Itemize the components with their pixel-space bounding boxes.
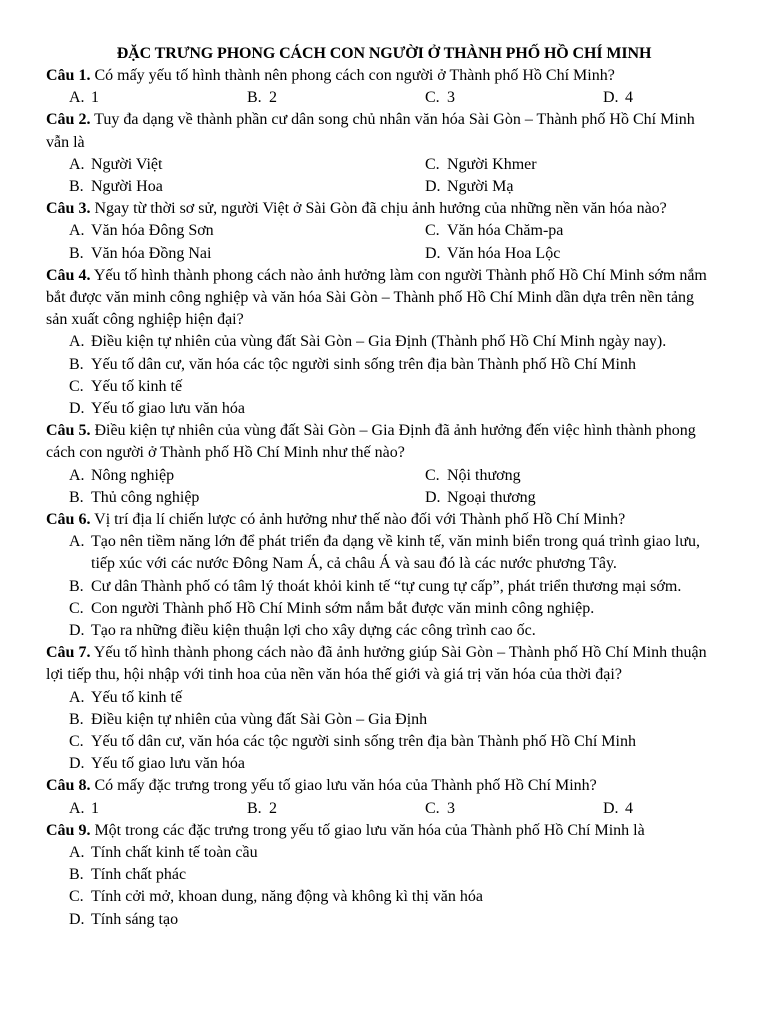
answer-option [69, 798, 99, 820]
answer-option [0, 376, 768, 398]
option-text: Nội thương [447, 466, 521, 484]
option-letter: A. [69, 222, 85, 240]
option-letter: D. [69, 621, 85, 639]
option-text: Nông nghiệp [91, 466, 175, 484]
question-block [0, 65, 768, 109]
options-row [0, 487, 768, 509]
answer-option [425, 487, 536, 509]
answer-option [425, 798, 455, 820]
option-letter: C. [69, 377, 84, 395]
option-letter: A. [69, 533, 85, 551]
option-letter: B. [247, 89, 262, 107]
question-number: Câu 8. [46, 777, 91, 795]
question-text: Một trong các đặc trưng trong yếu tố giao lưu văn hóa của Thành phố Hồ Chí Minh là [94, 821, 645, 839]
question-text: Yếu tố hình thành phong cách nào đã ảnh hưởng giúp Sài Gòn – Thành phố Hồ Chí Minh thuận lợi tiếp thu, hội nhập với tinh hoa của nền văn hóa thế giới và giá trị văn hóa của thời đại? [46, 644, 707, 684]
answer-option [69, 465, 174, 487]
option-text: Người Khmer [447, 155, 537, 173]
option-text: Yếu tố kinh tế [91, 688, 183, 706]
question-number: Câu 9. [46, 821, 91, 839]
option-letter: A. [69, 333, 85, 351]
answer-option [0, 531, 768, 575]
option-letter: C. [425, 799, 440, 817]
question-text: Yếu tố hình thành phong cách nào ảnh hưởng làm con người Thành phố Hồ Chí Minh sớm nắm bắt được văn minh công nghiệp và văn hóa Sài Gòn – Thành phố Hồ Chí Minh dần dựa trên nền tảng sản xuất công nghiệp hiện đại? [46, 266, 707, 329]
answer-option [69, 487, 199, 509]
question-text: Có mấy yếu tố hình thành nên phong cách con người ở Thành phố Hồ Chí Minh? [94, 67, 615, 84]
option-text: Thủ công nghiệp [91, 488, 200, 506]
option-text: Tính chất phác [91, 866, 187, 884]
question-number: Câu 4. [46, 266, 91, 284]
question-stem [0, 642, 768, 686]
option-letter: D. [69, 399, 85, 417]
option-text: 3 [447, 89, 455, 107]
option-letter: D. [69, 910, 85, 928]
option-text: Yếu tố dân cư, văn hóa các tộc người sinh sống trên địa bàn Thành phố Hồ Chí Minh [91, 732, 636, 750]
option-text: 2 [269, 89, 277, 107]
question-number: Câu 3. [46, 200, 91, 218]
option-letter: A. [69, 466, 85, 484]
answer-option [425, 154, 537, 176]
option-letter: A. [69, 688, 85, 706]
option-text: Văn hóa Hoa Lộc [447, 244, 561, 262]
answer-option [247, 798, 277, 820]
question-block [0, 198, 768, 265]
option-letter: C. [425, 155, 440, 173]
option-text: 4 [625, 799, 633, 817]
option-text: Điều kiện tự nhiên của vùng đất Sài Gòn – Gia Định [91, 710, 428, 728]
answer-option [247, 87, 277, 109]
option-letter: B. [69, 866, 84, 884]
option-text: Điều kiện tự nhiên của vùng đất Sài Gòn – Gia Định (Thành phố Hồ Chí Minh ngày nay). [91, 333, 667, 351]
option-letter: C. [69, 888, 84, 906]
answer-option [0, 731, 768, 753]
question-block [0, 642, 768, 775]
option-letter: D. [69, 755, 85, 773]
answer-option [425, 220, 563, 242]
answer-option [69, 220, 214, 242]
question-block [0, 265, 768, 420]
option-letter: B. [69, 710, 84, 728]
question-text: Có mấy đặc trưng trong yếu tố giao lưu văn hóa của Thành phố Hồ Chí Minh? [94, 777, 597, 795]
question-stem [0, 820, 768, 842]
option-text: 1 [91, 799, 99, 817]
document-title: ĐẶC TRƯNG PHONG CÁCH CON NGƯỜI Ở THÀNH PHỐ HỒ CHÍ MINH [116, 45, 652, 62]
answer-option [0, 842, 768, 864]
question-block [0, 109, 768, 198]
question-stem [0, 198, 768, 220]
answer-option [69, 176, 163, 198]
options-row [0, 176, 768, 198]
question-block [0, 775, 768, 819]
option-text: Yếu tố kinh tế [91, 377, 183, 395]
option-letter: D. [425, 488, 441, 506]
question-text: Ngay từ thời sơ sử, người Việt ở Sài Gòn đã chịu ảnh hưởng của những nền văn hóa nào? [94, 200, 667, 218]
option-letter: C. [425, 222, 440, 240]
option-letter: B. [69, 355, 84, 373]
option-text: Tính cởi mở, khoan dung, năng động và không kì thị văn hóa [91, 888, 483, 906]
option-text: 1 [91, 89, 99, 107]
question-number: Câu 2. [46, 111, 91, 129]
question-block [0, 509, 768, 642]
option-text: Con người Thành phố Hồ Chí Minh sớm nắm bắt được văn minh công nghiệp. [91, 599, 595, 617]
option-text: Văn hóa Đông Sơn [91, 222, 214, 240]
option-text: Người Việt [91, 155, 163, 173]
answer-option [425, 176, 513, 198]
option-text: Tạo nên tiềm năng lớn để phát triển đa dạng về kinh tế, văn minh biển trong quá trình giao lưu, tiếp xúc với các nước Đông Nam Á, cả châu Á và sau đó là các nước phương Tây. [91, 533, 700, 573]
question-number: Câu 7. [46, 644, 91, 662]
option-letter: D. [425, 177, 441, 195]
question-number: Câu 5. [46, 422, 91, 440]
question-number: Câu 6. [46, 510, 91, 528]
answer-option [0, 687, 768, 709]
answer-option [0, 620, 768, 642]
question-list [0, 65, 768, 931]
option-letter: A. [69, 89, 85, 107]
question-stem [0, 509, 768, 531]
answer-option [69, 243, 211, 265]
options-row [0, 87, 768, 109]
option-letter: D. [603, 799, 619, 817]
option-text: Người Mạ [447, 177, 514, 195]
answer-option [603, 798, 633, 820]
option-letter: B. [69, 577, 84, 595]
option-text: Tạo ra những điều kiện thuận lợi cho xây dựng các công trình cao ốc. [91, 621, 536, 639]
option-letter: C. [425, 89, 440, 107]
question-number: Câu 1. [46, 67, 91, 84]
option-text: Yếu tố giao lưu văn hóa [91, 755, 245, 773]
answer-option [425, 465, 521, 487]
option-text: Yếu tố dân cư, văn hóa các tộc người sinh sống trên địa bàn Thành phố Hồ Chí Minh [91, 355, 636, 373]
question-stem [0, 65, 768, 87]
answer-option [0, 864, 768, 886]
option-text: Người Hoa [91, 177, 163, 195]
answer-option [0, 886, 768, 908]
answer-option [69, 87, 99, 109]
answer-option [69, 154, 162, 176]
answer-option [0, 331, 768, 353]
option-letter: A. [69, 155, 85, 173]
option-letter: B. [69, 488, 84, 506]
question-text: Điều kiện tự nhiên của vùng đất Sài Gòn – Gia Định đã ảnh hưởng đến việc hình thành phong cách con người ở Thành phố Hồ Chí Minh như thế nào? [46, 422, 696, 462]
answer-option [425, 87, 455, 109]
option-letter: B. [69, 244, 84, 262]
question-stem [0, 775, 768, 797]
option-text: Văn hóa Chăm-pa [447, 222, 564, 240]
option-letter: D. [425, 244, 441, 262]
option-letter: B. [247, 799, 262, 817]
answer-option [0, 753, 768, 775]
options-row [0, 798, 768, 820]
option-letter: C. [425, 466, 440, 484]
answer-option [0, 576, 768, 598]
answer-option [0, 709, 768, 731]
option-letter: D. [603, 89, 619, 107]
option-letter: A. [69, 843, 85, 861]
answer-option [0, 598, 768, 620]
answer-option [0, 909, 768, 931]
question-stem [0, 420, 768, 464]
option-text: Cư dân Thành phố có tâm lý thoát khỏi kinh tế “tự cung tự cấp”, phát triển thương mại sớm. [91, 577, 682, 595]
option-text: Văn hóa Đồng Nai [91, 244, 212, 262]
options-row [0, 465, 768, 487]
question-stem [0, 265, 768, 332]
option-text: Tính chất kinh tế toàn cầu [91, 843, 258, 861]
option-letter: C. [69, 599, 84, 617]
options-row [0, 243, 768, 265]
option-letter: C. [69, 732, 84, 750]
question-text: Tuy đa dạng về thành phần cư dân song chủ nhân văn hóa Sài Gòn – Thành phố Hồ Chí Minh vẫn là [46, 111, 695, 151]
question-block [0, 820, 768, 931]
answer-option [425, 243, 560, 265]
question-stem [0, 109, 768, 153]
answer-option [0, 354, 768, 376]
option-letter: B. [69, 177, 84, 195]
option-text: Tính sáng tạo [91, 910, 179, 928]
answer-option [603, 87, 633, 109]
option-letter: A. [69, 799, 85, 817]
option-text: 3 [447, 799, 455, 817]
option-text: Yếu tố giao lưu văn hóa [91, 399, 245, 417]
question-text: Vị trí địa lí chiến lược có ảnh hưởng như thế nào đối với Thành phố Hồ Chí Minh? [94, 510, 626, 528]
answer-option [0, 398, 768, 420]
question-block [0, 420, 768, 509]
option-text: 4 [625, 89, 633, 107]
option-text: Ngoại thương [447, 488, 536, 506]
option-text: 2 [269, 799, 277, 817]
options-row [0, 220, 768, 242]
options-row [0, 154, 768, 176]
